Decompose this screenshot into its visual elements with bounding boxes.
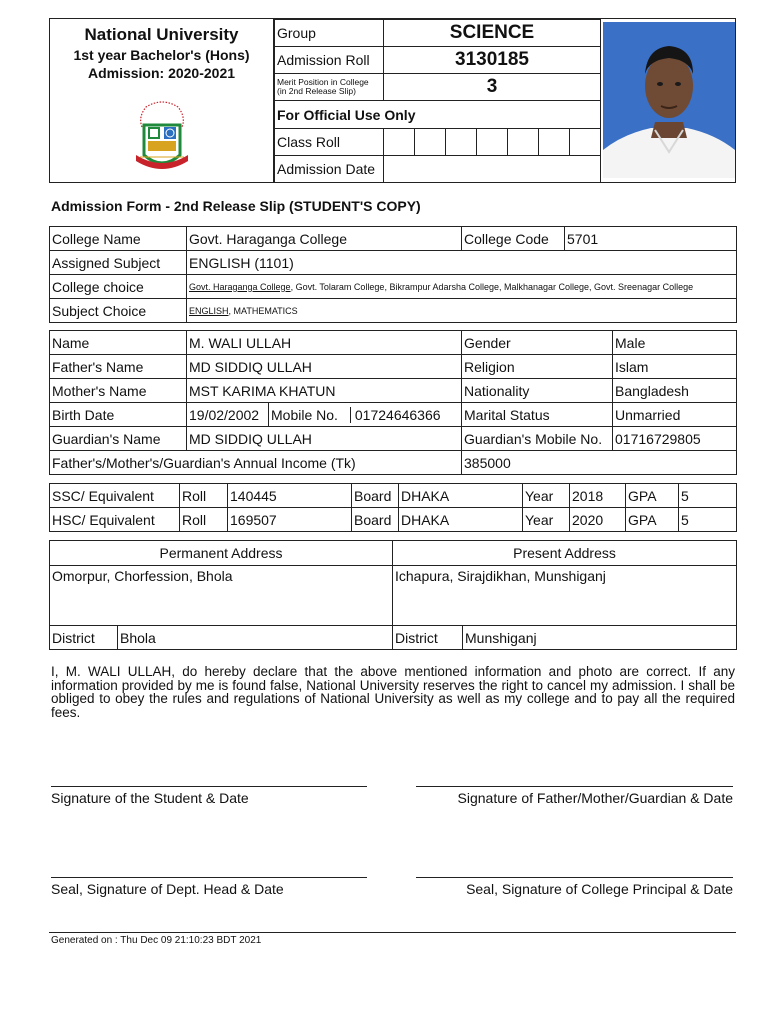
- exam-year-value: 2018: [570, 484, 626, 508]
- exam-row: [50, 508, 737, 532]
- class-roll-label: Class Roll: [275, 129, 384, 156]
- mother-name-value: MST KARIMA KHATUN: [187, 379, 462, 403]
- header-box: [49, 18, 736, 183]
- class-roll-box: [477, 129, 508, 156]
- college-code-label: College Code: [462, 227, 565, 251]
- father-name-label: Father's Name: [50, 355, 187, 379]
- subject-choice-first: ENGLISH: [189, 305, 229, 316]
- mobile-cell: [269, 403, 462, 427]
- dept-head-signature-line: [51, 877, 367, 878]
- group-label: Group: [275, 20, 384, 47]
- college-choice-rest: , Govt. Tolaram College, Bikrampur Adarsha College, Malkhanagar College, Govt. Sreenagar College: [290, 281, 694, 292]
- admission-roll-label: Admission Roll: [275, 47, 384, 74]
- class-roll-box: [508, 129, 539, 156]
- exam-name: SSC/ Equivalent: [50, 484, 180, 508]
- principal-signature-label: Seal, Signature of College Principal & Date: [466, 881, 733, 897]
- exam-board-value: DHAKA: [399, 484, 523, 508]
- exam-gpa-value: 5: [679, 508, 737, 532]
- class-roll-box: [570, 129, 601, 156]
- marital-status-value: Unmarried: [613, 403, 737, 427]
- college-name-label: College Name: [50, 227, 187, 251]
- exam-roll-value: 169507: [228, 508, 352, 532]
- class-roll-box: [446, 129, 477, 156]
- university-header: [50, 19, 274, 182]
- address-table: [49, 540, 737, 650]
- exam-year-label: Year: [523, 508, 570, 532]
- college-choice-first: Govt. Haraganga College: [189, 281, 291, 292]
- university-name: National University: [84, 25, 239, 44]
- present-address-heading: Present Address: [393, 541, 737, 566]
- religion-label: Religion: [462, 355, 613, 379]
- assigned-subject-label: Assigned Subject: [50, 251, 187, 275]
- student-signature-line: [51, 786, 367, 787]
- guardian-mobile-label: Guardian's Mobile No.: [462, 427, 613, 451]
- permanent-address-value: Omorpur, Chorfession, Bhola: [50, 566, 393, 626]
- exam-year-value: 2020: [570, 508, 626, 532]
- name-label: Name: [50, 331, 187, 355]
- present-address-value: Ichapura, Sirajdikhan, Munshiganj: [393, 566, 737, 626]
- merit-label-line2: (in 2nd Release Slip): [277, 86, 356, 96]
- class-roll-box: [415, 129, 446, 156]
- permanent-address-heading: Permanent Address: [50, 541, 393, 566]
- annual-income-value: 385000: [462, 451, 737, 475]
- permanent-district-label: District: [50, 626, 118, 650]
- exam-board-label: Board: [352, 484, 399, 508]
- personal-info-table: [49, 330, 737, 475]
- generated-timestamp: Generated on : Thu Dec 09 21:10:23 BDT 2021: [51, 935, 262, 946]
- mobile-value: 01724646366: [354, 406, 441, 423]
- group-value: SCIENCE: [384, 20, 601, 47]
- photo-frame: [600, 19, 735, 182]
- present-district-label: District: [393, 626, 463, 650]
- admission-roll-value: 3130185: [384, 47, 601, 74]
- nationality-label: Nationality: [462, 379, 613, 403]
- exam-roll-value: 140445: [228, 484, 352, 508]
- subject-choice-rest: , MATHEMATICS: [228, 305, 298, 316]
- admission-session: Admission: 2020-2021: [87, 65, 236, 81]
- merit-label-line1: Merit Position in College: [277, 77, 369, 87]
- university-logo-icon: [132, 97, 192, 177]
- college-choice-label: College choice: [50, 275, 187, 299]
- college-table: [49, 226, 737, 323]
- admission-date-value: [384, 156, 601, 183]
- marital-status-label: Marital Status: [462, 403, 613, 427]
- nationality-value: Bangladesh: [613, 379, 737, 403]
- dept-head-signature-label: Seal, Signature of Dept. Head & Date: [51, 881, 284, 897]
- declaration-text: I, M. WALI ULLAH, do hereby declare that the above mentioned information and photo are correct. If any information provided by me is found false, National University reserves the right to cancel my admission. I shall be obliged to obey the rules and regulations of National University as well as my college and to pay all the required fees.: [51, 664, 735, 720]
- father-name-value: MD SIDDIQ ULLAH: [187, 355, 462, 379]
- college-choice-value: [187, 275, 737, 299]
- gender-value: Male: [613, 331, 737, 355]
- student-signature-label: Signature of the Student & Date: [51, 790, 249, 806]
- mother-name-label: Mother's Name: [50, 379, 187, 403]
- mobile-label: Mobile No.: [269, 407, 351, 423]
- subject-choice-value: [187, 299, 737, 323]
- birth-date-label: Birth Date: [50, 403, 187, 427]
- exam-roll-label: Roll: [180, 508, 228, 532]
- exam-name: HSC/ Equivalent: [50, 508, 180, 532]
- name-value: M. WALI ULLAH: [187, 331, 462, 355]
- student-portrait-icon: [603, 22, 735, 178]
- gender-label: Gender: [462, 331, 613, 355]
- program-name: 1st year Bachelor's (Hons): [73, 47, 250, 63]
- annual-income-label: Father's/Mother's/Guardian's Annual Income (Tk): [50, 451, 462, 475]
- exam-results-table: [49, 483, 737, 532]
- birth-date-value: 19/02/2002: [187, 403, 269, 427]
- guardian-name-label: Guardian's Name: [50, 427, 187, 451]
- subject-choice-label: Subject Choice: [50, 299, 187, 323]
- exam-roll-label: Roll: [180, 484, 228, 508]
- exam-gpa-value: 5: [679, 484, 737, 508]
- guardian-signature-label: Signature of Father/Mother/Guardian & Date: [457, 790, 733, 806]
- guardian-mobile-value: 01716729805: [613, 427, 737, 451]
- merit-position-label: [275, 74, 384, 101]
- form-title: Admission Form - 2nd Release Slip (STUDENT'S COPY): [51, 198, 421, 214]
- class-roll-box: [539, 129, 570, 156]
- official-use-label: For Official Use Only: [275, 101, 601, 129]
- merit-position-value: 3: [384, 74, 601, 101]
- exam-board-label: Board: [352, 508, 399, 532]
- guardian-name-value: MD SIDDIQ ULLAH: [187, 427, 462, 451]
- assigned-subject-value: ENGLISH (1101): [187, 251, 737, 275]
- student-photo: [603, 22, 735, 178]
- exam-board-value: DHAKA: [399, 508, 523, 532]
- present-district-value: Munshiganj: [463, 626, 737, 650]
- exam-row: [50, 484, 737, 508]
- college-code-value: 5701: [565, 227, 737, 251]
- principal-signature-line: [416, 877, 733, 878]
- college-name-value: Govt. Haraganga College: [187, 227, 462, 251]
- guardian-signature-line: [416, 786, 733, 787]
- class-roll-box: [384, 129, 415, 156]
- exam-gpa-label: GPA: [626, 484, 679, 508]
- permanent-district-value: Bhola: [118, 626, 393, 650]
- religion-value: Islam: [613, 355, 737, 379]
- admission-info-table: [274, 19, 601, 183]
- admission-date-label: Admission Date: [275, 156, 384, 183]
- footer-divider: [49, 932, 736, 933]
- exam-year-label: Year: [523, 484, 570, 508]
- exam-gpa-label: GPA: [626, 508, 679, 532]
